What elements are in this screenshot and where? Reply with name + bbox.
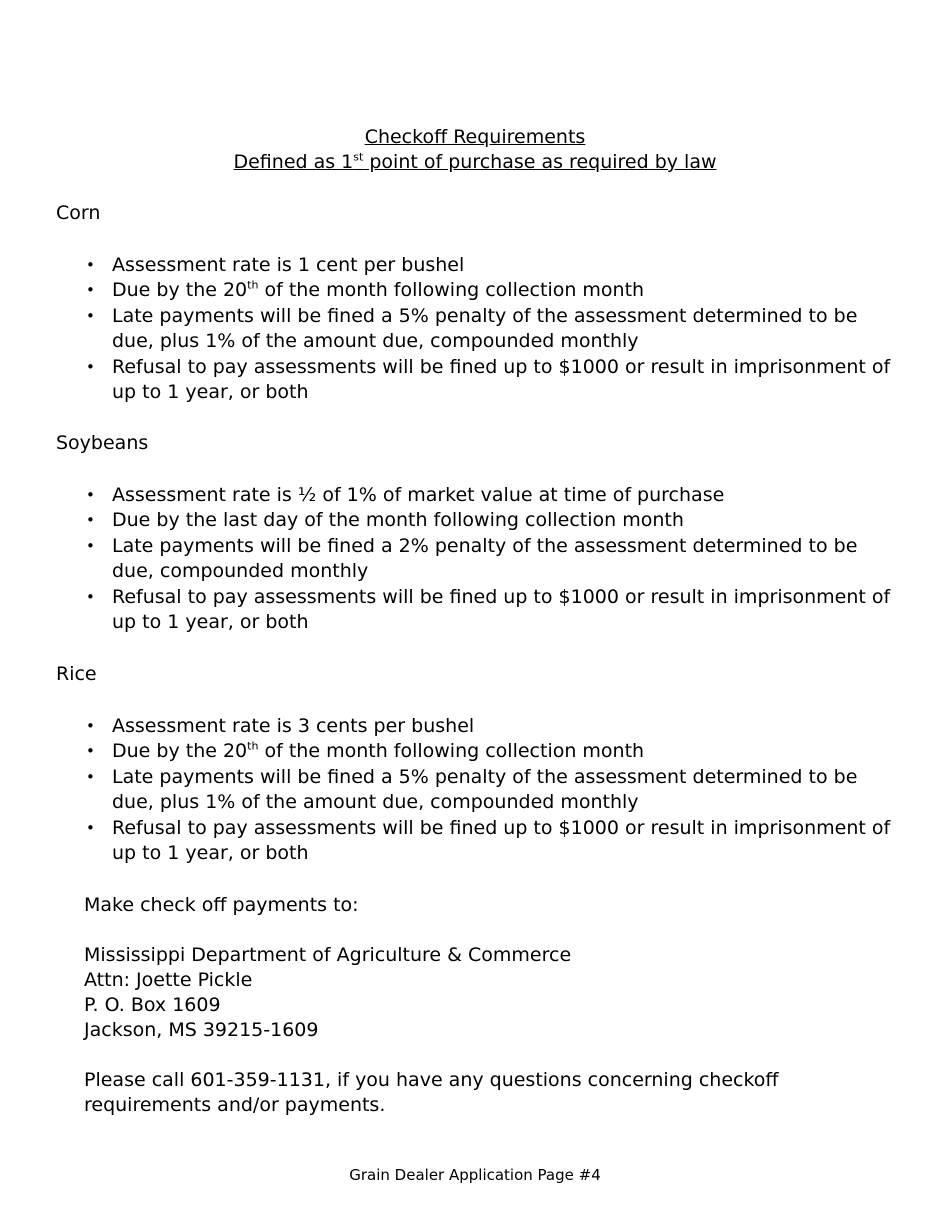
subheading-superscript: st	[353, 150, 364, 164]
bullet-text: Refusal to pay assessments will be fined up to $1000 or result in imprisonment of up to 1 year, or both	[112, 355, 891, 403]
section-heading-soybeans: Soybeans	[56, 432, 149, 454]
subheading-prefix: Defined as 1	[233, 151, 354, 173]
address-city: Jackson, MS 39215-1609	[84, 1019, 319, 1041]
bullet-text: Due by the last day of the month following collection month	[112, 509, 684, 531]
address-po-box: P. O. Box 1609	[84, 994, 221, 1016]
bullet-icon: •	[86, 587, 95, 606]
bullet-text: Late payments will be fined a 5% penalty of the assessment determined to be due, plus 1% of the amount due, compounded monthly	[112, 304, 858, 352]
bullet-icon: •	[86, 742, 95, 760]
contact-phone-note: Please call 601-359-1131, if you have any questions concerning checkoff requirements and/or payments.	[84, 1069, 779, 1116]
list-item	[56, 483, 896, 509]
bullet-icon: •	[86, 306, 95, 325]
title-heading: Checkoff Requirements	[364, 126, 586, 148]
bullet-text-prefix: Due by the 20	[112, 740, 248, 762]
payment-intro: Make check off payments to:	[84, 894, 359, 916]
list-item	[56, 739, 896, 765]
subheading-suffix: point of purchase as required by law	[363, 151, 717, 173]
bullet-text-suffix: of the month following collection month	[258, 740, 645, 762]
bullet-text: Assessment rate is ½ of 1% of market value at time of purchase	[112, 483, 725, 506]
list-item	[56, 253, 896, 279]
payment-contact-block	[84, 893, 904, 1118]
bullet-text: Late payments will be fined a 2% penalty of the assessment determined to be due, compounded monthly	[112, 534, 858, 582]
corn-bullet-list	[56, 253, 896, 406]
section-rice	[56, 662, 896, 867]
bullet-icon: •	[86, 767, 95, 786]
bullet-icon: •	[86, 536, 95, 555]
section-heading-rice: Rice	[56, 663, 97, 685]
bullet-icon: •	[86, 716, 95, 735]
bullet-text: Assessment rate is 3 cents per bushel	[112, 714, 475, 737]
bullet-icon: •	[86, 485, 95, 504]
list-item	[56, 304, 896, 355]
bullet-icon: •	[86, 357, 95, 376]
bullet-icon: •	[86, 511, 95, 529]
list-item	[56, 816, 896, 867]
list-item	[56, 765, 896, 816]
list-item	[56, 714, 896, 740]
list-item	[56, 355, 896, 406]
page-footer: Grain Dealer Application Page #4	[349, 1166, 601, 1184]
section-heading-corn: Corn	[56, 202, 101, 224]
list-item	[56, 585, 896, 636]
title-block	[0, 125, 950, 175]
list-item	[56, 278, 896, 304]
bullet-text-suffix: of the month following collection month	[258, 279, 645, 301]
bullet-text-prefix: Due by the 20	[112, 279, 248, 301]
bullet-text: Refusal to pay assessments will be fined up to $1000 or result in imprisonment of up to 1 year, or both	[112, 816, 891, 864]
bullet-icon: •	[86, 255, 95, 274]
bullet-text: Assessment rate is 1 cent per bushel	[112, 253, 465, 276]
soybeans-bullet-list	[56, 483, 896, 636]
bullet-superscript: th	[247, 739, 259, 753]
bullet-icon: •	[86, 281, 95, 299]
bullet-text: Refusal to pay assessments will be fined up to $1000 or result in imprisonment of up to 1 year, or both	[112, 585, 891, 633]
bullet-text: Late payments will be fined a 5% penalty of the assessment determined to be due, plus 1% of the amount due, compounded monthly	[112, 765, 858, 813]
bullet-superscript: th	[247, 278, 259, 292]
title-subheading	[233, 150, 716, 175]
rice-bullet-list	[56, 714, 896, 867]
address-organization: Mississippi Department of Agriculture & Commerce	[84, 944, 572, 966]
section-corn	[56, 201, 896, 406]
list-item	[56, 508, 896, 534]
bullet-icon: •	[86, 818, 95, 837]
address-attention: Attn: Joette Pickle	[84, 969, 253, 991]
section-soybeans	[56, 431, 896, 636]
list-item	[56, 534, 896, 585]
